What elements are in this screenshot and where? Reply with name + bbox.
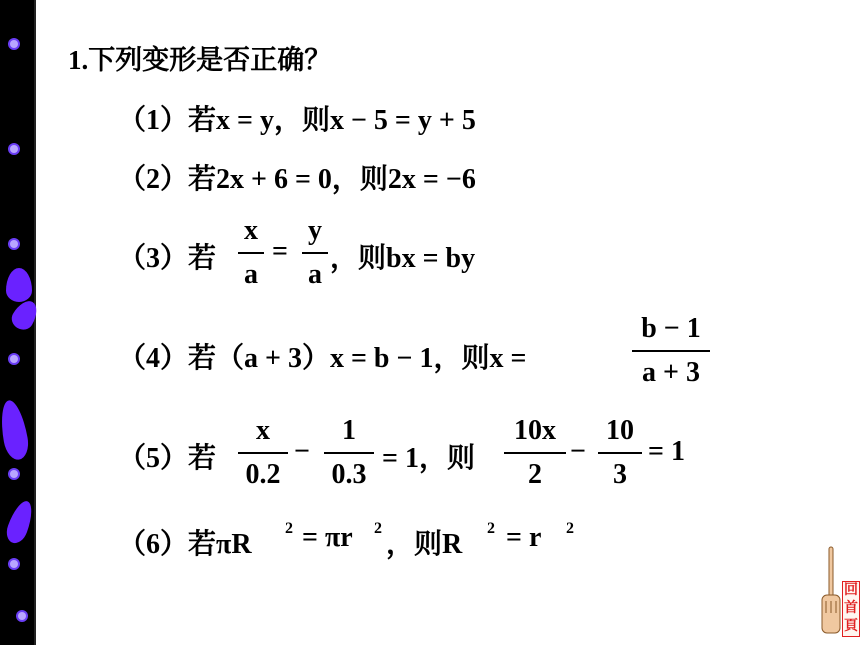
fraction-bar (238, 452, 288, 454)
item-3-prefix: （3）若 (118, 243, 217, 274)
fraction-denominator: a + 3 (642, 357, 700, 388)
equals-sign: = (272, 236, 288, 267)
item-5-fraction-3 (504, 414, 566, 492)
item-5-end: = 1 (648, 436, 685, 467)
item-5-prefix: （5）若 (118, 443, 217, 474)
item-3-suffix: ，则bx = by (330, 243, 476, 274)
item-1: （1）若x = y，则x − 5 = y + 5 (118, 105, 476, 136)
fraction-denominator: 3 (613, 459, 627, 490)
item-6-part-a: （6）若πR (118, 529, 252, 560)
minus-sign: − (294, 436, 310, 467)
fraction-numerator: y (308, 215, 322, 246)
item-3-fraction-1 (238, 214, 264, 292)
fraction-bar (504, 452, 566, 454)
fraction-numerator: 10x (514, 415, 556, 446)
sidebar-dot-icon (10, 560, 18, 568)
item-6-part-d: = r (506, 522, 542, 553)
sidebar-divider (34, 0, 36, 645)
fraction-denominator: 0.2 (245, 459, 281, 490)
superscript: 2 (487, 520, 495, 537)
fraction-numerator: x (256, 415, 270, 446)
fraction-numerator: b − 1 (641, 313, 701, 344)
item-5-fraction-1 (238, 414, 288, 492)
fraction-denominator: 2 (528, 459, 542, 490)
superscript: 2 (374, 520, 382, 537)
fraction-denominator: a (244, 259, 258, 290)
item-6-part-c: ，则R (386, 529, 463, 560)
fraction-numerator: 10 (606, 415, 634, 446)
fraction-denominator: a (308, 259, 322, 290)
home-char: 回 (844, 583, 858, 598)
fraction-bar (324, 452, 374, 454)
minus-sign: − (570, 436, 586, 467)
superscript: 2 (285, 520, 293, 537)
item-3-fraction-2 (302, 214, 328, 292)
fraction-numerator: x (244, 215, 258, 246)
item-2: （2）若2x + 6 = 0，则2x = −6 (118, 164, 476, 195)
sidebar-dot-icon (10, 40, 18, 48)
sidebar-dot-icon (10, 240, 18, 248)
home-button[interactable] (816, 545, 860, 641)
sidebar-dot-icon (10, 145, 18, 153)
fraction-bar (302, 252, 328, 254)
item-5-fraction-2 (324, 414, 374, 492)
home-char: 頁 (844, 619, 858, 634)
question-title: 1.下列变形是否正确？ (68, 45, 332, 75)
home-char: 首 (844, 601, 858, 616)
superscript: 2 (566, 520, 574, 537)
item-4-fraction (632, 312, 710, 390)
sidebar-dot-icon (10, 470, 18, 478)
item-5-fraction-4 (598, 414, 642, 492)
fraction-bar (238, 252, 264, 254)
home-label[interactable] (842, 581, 860, 637)
pointing-hand-icon (820, 545, 842, 637)
fraction-bar (632, 350, 710, 352)
sidebar-dot-icon (18, 612, 26, 620)
sidebar-dot-icon (10, 355, 18, 363)
fraction-denominator: 0.3 (331, 459, 367, 490)
fraction-numerator: 1 (342, 415, 356, 446)
fraction-bar (598, 452, 642, 454)
item-4-prefix: （4）若（a + 3）x = b − 1，则x = (118, 343, 527, 374)
item-5-middle: = 1，则 (382, 443, 475, 474)
item-6-part-b: = πr (302, 522, 353, 553)
